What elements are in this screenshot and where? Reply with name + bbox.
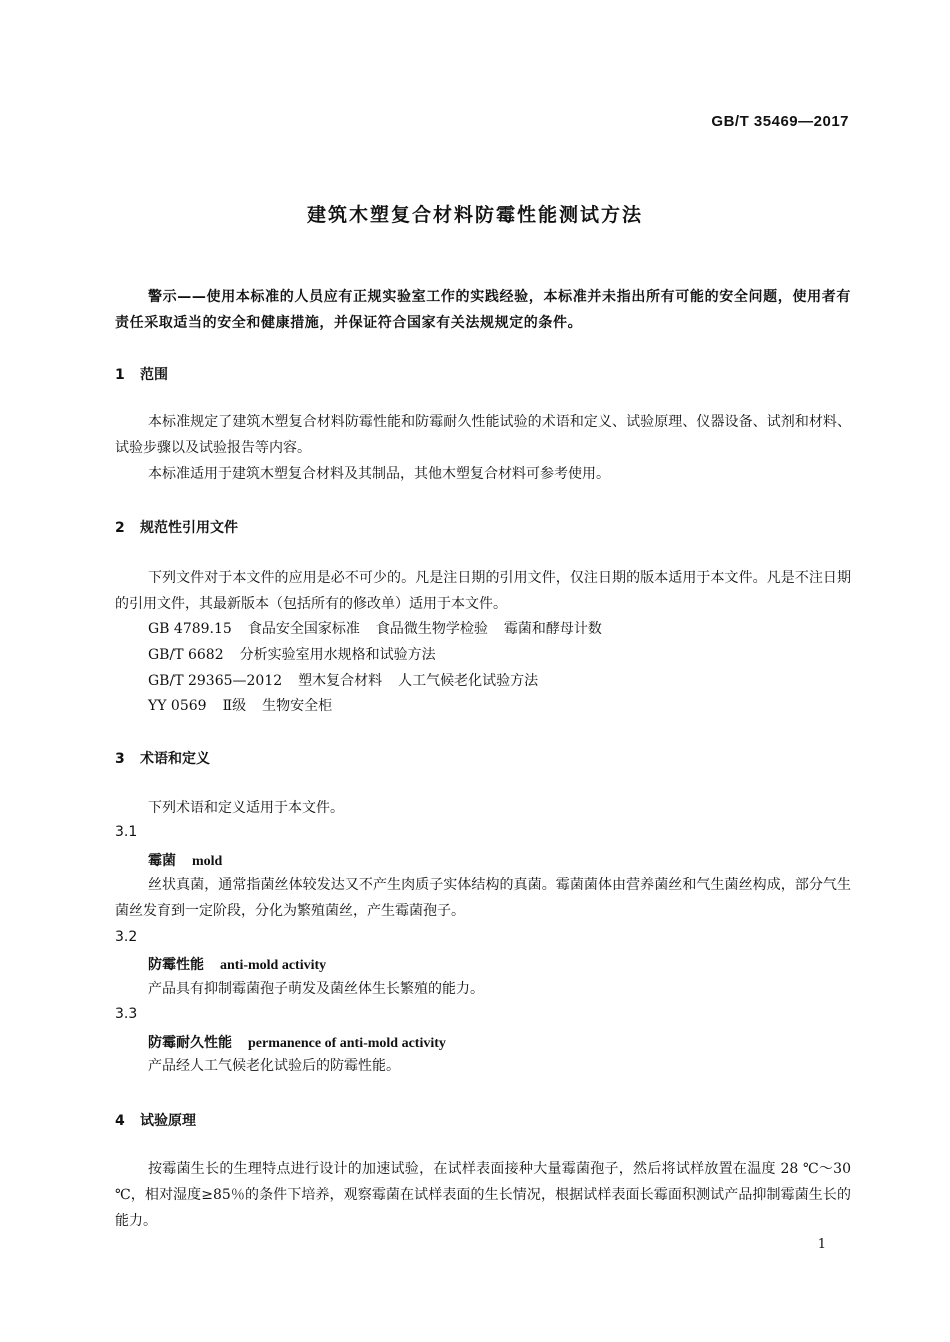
reference-item [148, 644, 436, 664]
section-heading-terms [115, 748, 210, 768]
term-definition: 丝状真菌，通常指菌丝体较发达又不产生肉质子实体结构的真菌。霉菌菌体由营养菌丝和气生菌丝构成，部分气生菌丝发育到一定阶段，分化为繁殖菌丝，产生霉菌孢子。 [115, 877, 851, 919]
reference-name: 人工气候老化试验方法 [398, 673, 539, 689]
section-number: 4 [115, 1113, 125, 1129]
reference-name: 食品安全国家标准 [247, 621, 360, 637]
section-title: 术语和定义 [140, 751, 210, 767]
section-heading-scope [115, 364, 168, 384]
reference-code: GB 4789.15 [148, 621, 232, 637]
term-definition: 产品具有抑制霉菌孢子萌发及菌丝体生长繁殖的能力。 [148, 981, 484, 997]
reference-code: YY 0569 [148, 698, 207, 714]
term-definition: 产品经人工气候老化试验后的防霉性能。 [148, 1058, 400, 1074]
term-heading [148, 954, 326, 974]
reference-code: GB/T 6682 [148, 647, 224, 663]
reference-name: 生物安全柜 [262, 698, 333, 714]
reference-item [148, 695, 332, 715]
reference-item [148, 618, 602, 638]
page-number: 1 [817, 1237, 826, 1252]
term-zh: 防霉耐久性能 [148, 1035, 232, 1051]
document-title: 建筑木塑复合材料防霉性能测试方法 [306, 204, 643, 226]
reference-item [148, 670, 538, 690]
scope-paragraph-2: 本标准适用于建筑木塑复合材料及其制品，其他木塑复合材料可参考使用。 [148, 466, 610, 482]
term-number: 3.3 [115, 1006, 138, 1022]
reference-name: 塑木复合材料 [298, 673, 383, 689]
term-heading [148, 850, 222, 870]
reference-name: Ⅱ级 [222, 698, 247, 714]
reference-name: 霉菌和酵母计数 [503, 621, 602, 637]
terms-intro: 下列术语和定义适用于本文件。 [148, 800, 344, 816]
term-zh: 防霉性能 [148, 957, 204, 973]
section-number: 3 [115, 751, 125, 767]
term-zh: 霉菌 [148, 853, 176, 869]
standard-number: GB/T 35469—2017 [711, 113, 849, 130]
term-en: permanence of anti-mold activity [248, 1036, 446, 1051]
references-paragraph: 下列文件对于本文件的应用是必不可少的。凡是注日期的引用文件，仅注日期的版本适用于本文件。凡是不注日期的引用文件，其最新版本（包括所有的修改单）适用于本文件。 [115, 570, 851, 612]
principle-paragraph: 按霉菌生长的生理特点进行设计的加速试验，在试样表面接种大量霉菌孢子，然后将试样放置在温度 28 ℃～30 ℃，相对湿度≥85％的条件下培养，观察霉菌在试样表面的生长情况，根据试样表面长霉面积测试产品抑制霉菌生长的能力。 [115, 1161, 851, 1229]
scope-paragraph-1: 本标准规定了建筑木塑复合材料防霉性能和防霉耐久性能试验的术语和定义、试验原理、仪器设备、试剂和材料、试验步骤以及试验报告等内容。 [115, 414, 851, 456]
term-number: 3.1 [115, 824, 138, 840]
reference-code: GB/T 29365—2012 [148, 673, 283, 689]
section-number: 1 [115, 367, 125, 383]
section-title: 规范性引用文件 [140, 520, 238, 536]
term-en: anti-mold activity [220, 958, 327, 973]
term-number: 3.2 [115, 929, 138, 945]
section-title: 试验原理 [140, 1113, 196, 1129]
section-heading-references [115, 517, 238, 537]
reference-name: 食品微生物学检验 [375, 621, 488, 637]
warning-paragraph: 警示——使用本标准的人员应有正规实验室工作的实践经验，本标准并未指出所有可能的安全问题，使用者有责任采取适当的安全和健康措施，并保证符合国家有关法规规定的条件。 [115, 289, 851, 331]
section-number: 2 [115, 520, 125, 536]
section-title: 范围 [140, 367, 168, 383]
reference-name: 分析实验室用水规格和试验方法 [239, 647, 436, 663]
section-heading-principle [115, 1110, 196, 1130]
term-heading [148, 1032, 446, 1052]
term-en: mold [192, 854, 223, 869]
